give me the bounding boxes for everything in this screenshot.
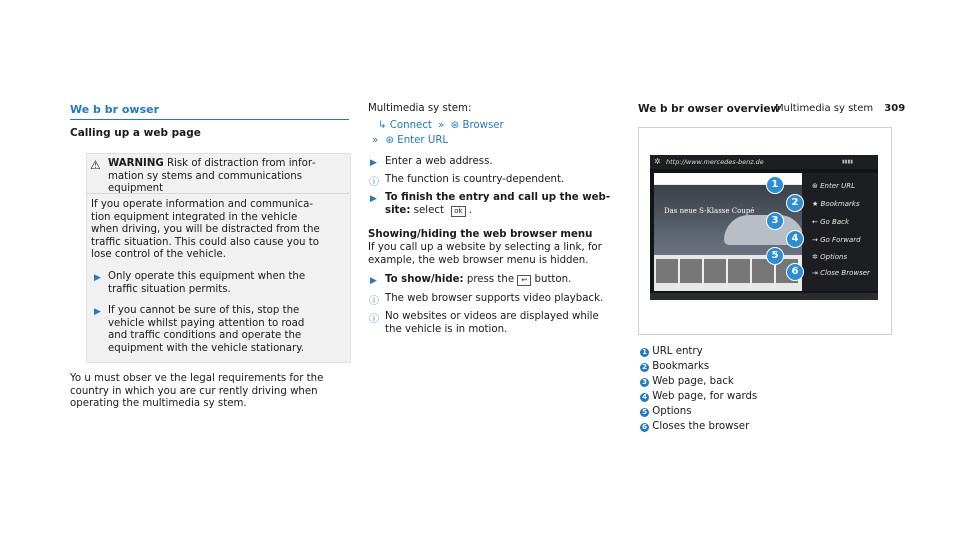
return-arrow-icon: ↳ bbox=[378, 120, 387, 131]
menu-options[interactable] bbox=[812, 253, 847, 261]
hero-title: Das neue S-Klasse Coupé bbox=[664, 207, 755, 215]
path-enter-url: Enter URL bbox=[397, 135, 449, 146]
step-show-hide-end: button. bbox=[534, 274, 572, 285]
bullet-arrow-icon: ▶ bbox=[94, 273, 101, 283]
legend-badge: 1 bbox=[640, 348, 649, 357]
menu-go-back[interactable] bbox=[812, 218, 849, 226]
forward-arrow-icon: → bbox=[812, 236, 818, 244]
step-finish-bold-2: site: bbox=[385, 204, 411, 216]
info-icon: ⓘ bbox=[369, 296, 379, 307]
warning-header bbox=[108, 158, 348, 196]
legend-item bbox=[640, 376, 757, 391]
callout-5: 5 bbox=[766, 247, 784, 265]
legend-item bbox=[640, 391, 757, 406]
star-icon: ★ bbox=[812, 200, 819, 208]
path-connect: Connect bbox=[389, 120, 432, 131]
line: the vehicle is in motion. bbox=[385, 323, 508, 335]
line: traffic situation permits. bbox=[108, 283, 231, 295]
menu-close-browser[interactable] bbox=[812, 269, 870, 277]
warning-bullet-1 bbox=[108, 271, 348, 296]
line: and traffic conditions and operate the bbox=[108, 330, 302, 341]
legend-label: Closes the browser bbox=[652, 421, 750, 432]
line: vehicle whilst paying attention to road bbox=[108, 317, 305, 329]
callout-3: 3 bbox=[766, 212, 784, 230]
show-hide-heading: Showing/hiding the web browser menu bbox=[368, 229, 593, 240]
back-button-icon: ↩ bbox=[517, 275, 531, 286]
legend-badge: 6 bbox=[640, 423, 649, 432]
menu-label: Go Forward bbox=[820, 236, 861, 244]
gear-icon: ✲ bbox=[812, 253, 818, 261]
legend-item bbox=[640, 361, 757, 376]
line: equipment with the vehicle stationary. bbox=[108, 342, 305, 354]
bullet-arrow-icon: ▶ bbox=[94, 307, 101, 317]
browser-screen bbox=[650, 155, 878, 300]
subsection-title: Calling up a web page bbox=[70, 127, 201, 139]
menu-label: Go Back bbox=[820, 218, 850, 226]
line: If you operate information and communica‐ bbox=[91, 199, 314, 210]
legal-paragraph bbox=[70, 373, 355, 411]
legend-badge: 3 bbox=[640, 378, 649, 387]
warning-paragraph bbox=[91, 199, 346, 262]
overview-title: We b br owser overview bbox=[638, 103, 781, 115]
step-show-hide-bold: To show/hide: bbox=[385, 274, 464, 285]
legend-item bbox=[640, 346, 757, 361]
warning-text-3: equipment bbox=[108, 183, 164, 194]
browser-footer bbox=[650, 293, 878, 300]
page-number: 309 bbox=[884, 103, 906, 114]
menu-enter-url[interactable] bbox=[812, 182, 855, 190]
section-rule bbox=[70, 119, 349, 120]
legend-label: URL entry bbox=[652, 346, 703, 357]
warning-label: WARNING bbox=[108, 158, 164, 169]
path-browser: Browser bbox=[462, 120, 504, 131]
line: Only operate this equipment when the bbox=[108, 271, 306, 282]
legend-label: Web page, back bbox=[652, 376, 734, 387]
line: tion equipment integrated in the vehicle bbox=[91, 211, 298, 223]
legend-label: Web page, for wards bbox=[652, 391, 758, 402]
double-chevron-icon: » bbox=[372, 135, 379, 146]
legend-label: Bookmarks bbox=[652, 361, 710, 372]
line: Yo u must obser ve the legal requirements for the bbox=[70, 373, 324, 384]
bullet-arrow-icon: ▶ bbox=[370, 158, 377, 168]
globe-icon: ⊛ bbox=[812, 182, 818, 190]
info-country: The function is country-dependent. bbox=[385, 174, 565, 185]
step-enter-address: Enter a web address. bbox=[385, 156, 493, 167]
warning-text-2: mation sy stems and communications bbox=[108, 170, 303, 182]
callout-2: 2 bbox=[786, 194, 804, 212]
warning-bullet-2 bbox=[108, 305, 348, 355]
menu-go-forward[interactable] bbox=[812, 236, 861, 244]
path-line-2 bbox=[372, 135, 448, 148]
step-show-hide bbox=[385, 274, 571, 287]
info-icon: ⓘ bbox=[369, 177, 379, 188]
line: when driving, you will be distracted from the bbox=[91, 224, 320, 235]
double-chevron-icon: » bbox=[438, 120, 445, 131]
bullet-arrow-icon: ▶ bbox=[370, 276, 377, 286]
globe-icon: ⊛ bbox=[450, 120, 460, 131]
menu-label: Enter URL bbox=[820, 182, 856, 190]
line: If you call up a website by selecting a link, for bbox=[368, 242, 602, 253]
ok-key-icon: ok bbox=[451, 206, 465, 217]
menu-bookmarks[interactable] bbox=[812, 200, 860, 208]
line: operating the multimedia sy stem. bbox=[70, 398, 247, 409]
step-finish-bold: To finish the entry and call up the web‐ bbox=[385, 192, 611, 203]
line: traffic situation. This could also cause you to bbox=[91, 236, 319, 248]
globe-icon: ⊛ bbox=[385, 135, 395, 146]
header-title: Multimedia sy stem bbox=[775, 103, 874, 114]
url-display: http://www.mercedes-benz.de bbox=[666, 158, 764, 166]
back-arrow-icon: ← bbox=[812, 218, 818, 226]
exit-icon: ⇥ bbox=[812, 269, 818, 277]
step-finish-entry: To finish the entry and call up the web‐ site: select ok . bbox=[385, 192, 611, 216]
line: No websites or videos are displayed while bbox=[385, 311, 599, 322]
info-motion bbox=[385, 311, 625, 336]
system-label: Multimedia sy stem: bbox=[368, 103, 472, 114]
info-icon: ⓘ bbox=[369, 314, 379, 325]
step-show-hide-rest: press the bbox=[466, 274, 515, 285]
line: example, the web browser menu is hidden. bbox=[368, 254, 589, 266]
legend-item bbox=[640, 421, 757, 436]
show-hide-paragraph bbox=[368, 242, 633, 267]
legend-badge: 4 bbox=[640, 393, 649, 402]
path-line-1 bbox=[378, 120, 504, 133]
callout-6: 6 bbox=[786, 263, 804, 281]
warning-text-1: Risk of distraction from infor‐ bbox=[166, 158, 316, 169]
callout-4: 4 bbox=[786, 230, 804, 248]
line: lose control of the vehicle. bbox=[91, 249, 226, 260]
legend-label: Options bbox=[652, 406, 692, 417]
star-logo-icon: ✲ bbox=[654, 157, 661, 166]
signal-icon: ▮▮▮▮ bbox=[842, 159, 854, 165]
legend-badge: 2 bbox=[640, 363, 649, 372]
running-header bbox=[775, 103, 905, 114]
menu-label: Options bbox=[820, 253, 848, 261]
menu-label: Close Browser bbox=[820, 269, 870, 277]
bullet-arrow-icon: ▶ bbox=[370, 194, 377, 204]
line: If you cannot be sure of this, stop the bbox=[108, 305, 300, 316]
legend-item bbox=[640, 406, 757, 421]
callout-1: 1 bbox=[766, 176, 784, 194]
menu-label: Bookmarks bbox=[820, 200, 860, 208]
warning-icon: ⚠ bbox=[90, 158, 101, 172]
step-finish-rest: select bbox=[413, 204, 444, 216]
line: country in which you are cur rently driving when bbox=[70, 385, 318, 397]
legend-list bbox=[640, 346, 757, 436]
info-video: The web browser supports video playback. bbox=[385, 293, 604, 304]
section-title: We b br owser bbox=[70, 103, 160, 116]
legend-badge: 5 bbox=[640, 408, 649, 417]
